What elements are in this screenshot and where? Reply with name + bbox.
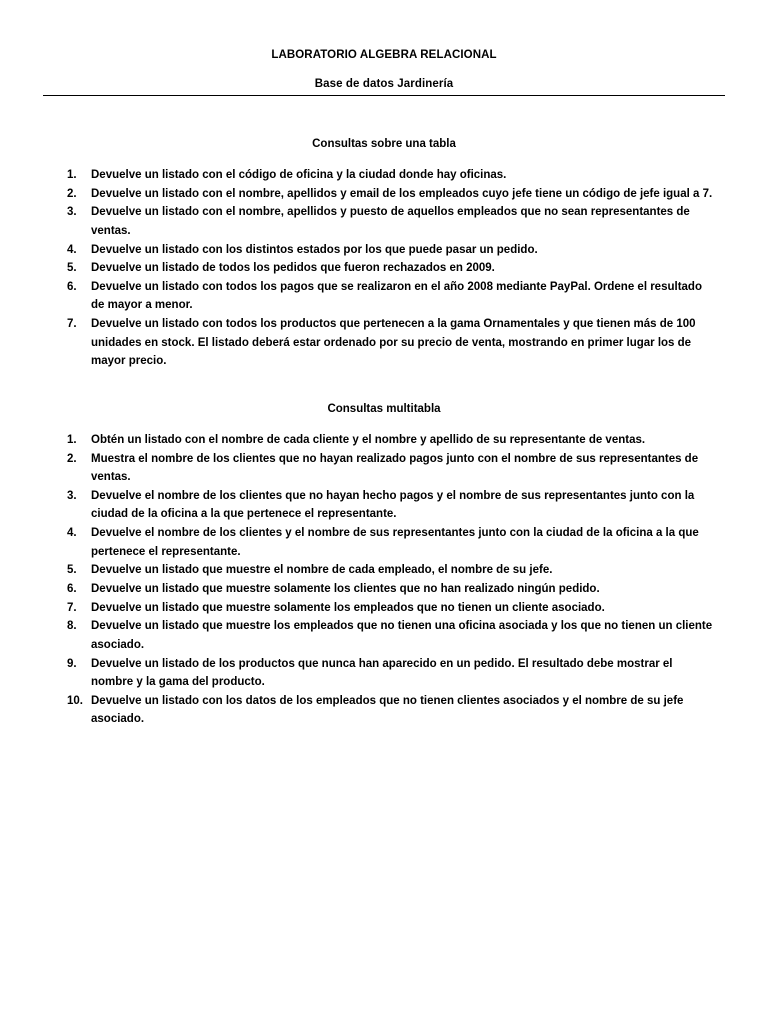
section-heading-multi-table: Consultas multitabla bbox=[327, 403, 441, 415]
item-text: Devuelve un listado que muestre el nombre de cada empleado, el nombre de su jefe. bbox=[91, 564, 553, 577]
list-item bbox=[0, 599, 716, 618]
item-text: Devuelve el nombre de los clientes que no hayan hecho pagos y el nombre de sus representantes junto con la ciudad de la oficina a la que pertenece el representante. bbox=[91, 489, 695, 521]
item-text: Devuelve un listado que muestre los empleados que no tienen una oficina asociada y los que no tienen un cliente asociado. bbox=[91, 620, 713, 651]
item-number: 4. bbox=[67, 527, 77, 540]
item-text: Devuelve un listado con los datos de los empleados que no tienen clientes asociados y el nombre de su jefe asociado. bbox=[91, 694, 684, 726]
item-text: Obtén un listado con el nombre de cada cliente y el nombre y apellido de su representante de ventas. bbox=[91, 434, 646, 446]
item-text: Devuelve un listado con los distintos estados por los que puede pasar un pedido. bbox=[91, 243, 538, 256]
item-number: 9. bbox=[67, 657, 77, 670]
single-table-query-list bbox=[0, 166, 768, 371]
list-item bbox=[0, 241, 716, 260]
item-number: 3. bbox=[67, 206, 77, 219]
item-number: 10. bbox=[67, 694, 83, 707]
list-item bbox=[0, 617, 716, 654]
list-item bbox=[0, 692, 716, 729]
list-item bbox=[0, 166, 716, 185]
item-number: 1. bbox=[67, 434, 77, 446]
multi-table-query-list bbox=[0, 431, 768, 729]
list-item bbox=[0, 655, 716, 692]
list-item bbox=[0, 524, 716, 561]
item-text: Devuelve un listado con el nombre, apellidos y puesto de aquellos empleados que no sean representantes de ventas. bbox=[91, 206, 690, 237]
item-number: 6. bbox=[67, 280, 77, 293]
item-text: Devuelve un listado que muestre solamente los clientes que no han realizado ningún pedido. bbox=[91, 582, 600, 595]
item-text: Muestra el nombre de los clientes que no hayan realizado pagos junto con el nombre de sus representantes de ventas. bbox=[91, 452, 699, 484]
item-number: 2. bbox=[67, 452, 77, 465]
list-item bbox=[0, 203, 716, 240]
header-divider bbox=[43, 95, 725, 96]
item-text: Devuelve un listado con todos los pagos que se realizaron en el año 2008 mediante PayPal. Ordene el resultado de mayor a menor. bbox=[91, 280, 702, 312]
item-number: 4. bbox=[67, 243, 77, 256]
list-item bbox=[0, 278, 716, 315]
item-number: 3. bbox=[67, 489, 77, 502]
list-item bbox=[0, 561, 716, 580]
item-number: 1. bbox=[67, 169, 77, 181]
list-item bbox=[0, 185, 716, 204]
item-text: Devuelve un listado de los productos que nunca han aparecido en un pedido. El resultado debe mostrar el nombre y la gama del producto. bbox=[91, 657, 673, 688]
item-number: 2. bbox=[67, 187, 77, 200]
list-item bbox=[0, 315, 716, 371]
item-text: Devuelve un listado con el nombre, apellidos y email de los empleados cuyo jefe tiene un código de jefe igual a 7. bbox=[91, 187, 713, 200]
document-title: LABORATORIO ALGEBRA RELACIONAL bbox=[271, 49, 497, 61]
item-text: Devuelve el nombre de los clientes y el nombre de sus representantes junto con la ciudad de la oficina a la que pertenece el representante. bbox=[91, 527, 699, 558]
item-number: 5. bbox=[67, 262, 77, 275]
list-item bbox=[0, 487, 716, 524]
list-item bbox=[0, 580, 716, 599]
item-number: 7. bbox=[67, 601, 77, 614]
item-number: 8. bbox=[67, 620, 77, 633]
list-item bbox=[0, 259, 716, 278]
item-number: 5. bbox=[67, 564, 77, 577]
section-heading-single-table: Consultas sobre una tabla bbox=[312, 138, 456, 150]
item-number: 7. bbox=[67, 318, 77, 331]
item-text: Devuelve un listado con el código de oficina y la ciudad donde hay oficinas. bbox=[91, 169, 507, 181]
list-item bbox=[0, 431, 716, 450]
item-number: 6. bbox=[67, 582, 77, 595]
list-item bbox=[0, 450, 716, 487]
item-text: Devuelve un listado que muestre solamente los empleados que no tienen un cliente asociado. bbox=[91, 601, 605, 614]
item-text: Devuelve un listado con todos los productos que pertenecen a la gama Ornamentales y que tienen más de 100 unidades en stock. El listado deberá estar ordenado por su precio de venta, mostrando en primer lugar los de mayor precio. bbox=[91, 318, 696, 368]
document-subtitle: Base de datos Jardinería bbox=[314, 78, 454, 90]
item-text: Devuelve un listado de todos los pedidos que fueron rechazados en 2009. bbox=[91, 262, 495, 275]
